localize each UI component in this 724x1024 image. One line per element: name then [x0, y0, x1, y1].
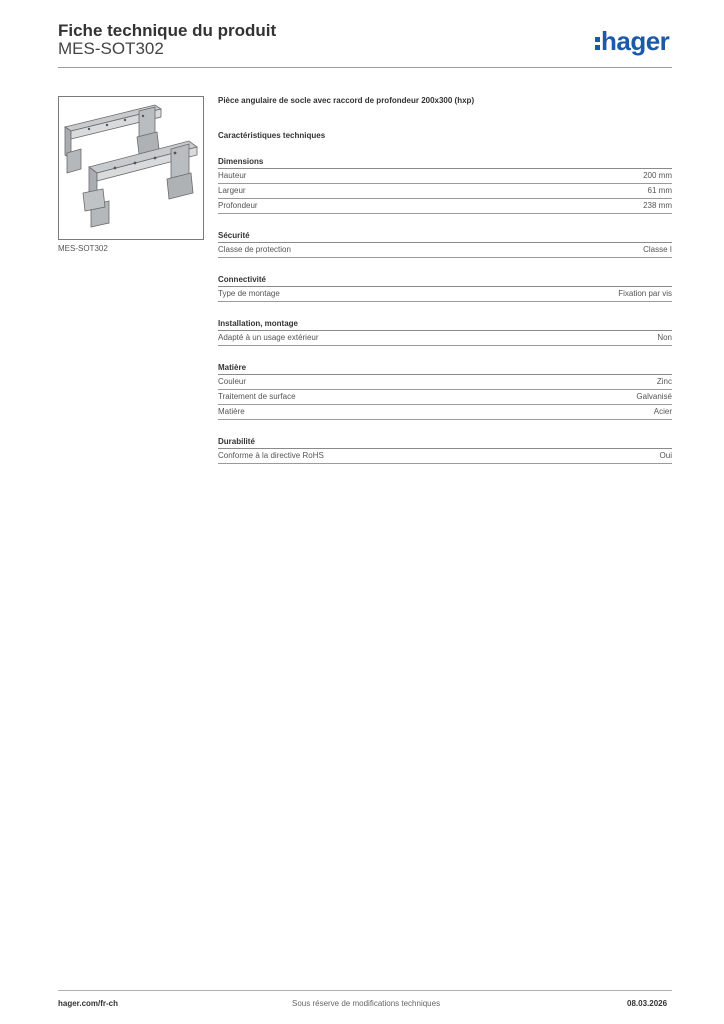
spec-label: Matière [218, 407, 245, 416]
spec-row [218, 390, 672, 405]
spec-label: Traitement de surface [218, 392, 296, 401]
header-divider [58, 67, 672, 68]
characteristics-title: Caractéristiques techniques [218, 131, 326, 140]
spec-value: 238 mm [643, 201, 672, 210]
section-title: Dimensions [218, 157, 672, 169]
spec-row [218, 184, 672, 199]
product-image [58, 96, 204, 240]
logo-colon-icon [595, 32, 600, 50]
spec-label: Largeur [218, 186, 246, 195]
spec-section-connectivite [218, 275, 672, 302]
page-title: Fiche technique du produit [58, 21, 277, 40]
section-title: Connectivité [218, 275, 672, 287]
spec-label: Adapté à un usage extérieur [218, 333, 319, 342]
spec-value: Acier [653, 407, 672, 416]
spec-section-matiere [218, 363, 672, 420]
spec-row [218, 331, 672, 346]
spec-row [218, 169, 672, 184]
logo-text: hager [601, 26, 670, 56]
spec-value: 200 mm [643, 171, 672, 180]
section-title: Installation, montage [218, 319, 672, 331]
section-title: Matière [218, 363, 672, 375]
image-caption: MES-SOT302 [58, 244, 108, 253]
spec-row [218, 405, 672, 420]
footer-date: 08.03.2026 [627, 999, 668, 1008]
specs-panel [218, 96, 672, 464]
spec-section-dimensions [218, 157, 672, 214]
spec-row [218, 449, 672, 464]
spec-value: Zinc [656, 377, 672, 386]
spec-row [218, 375, 672, 390]
spec-value: Classe I [643, 245, 672, 254]
spec-value: Non [657, 333, 672, 342]
product-description: Pièce angulaire de socle avec raccord de profondeur 200x300 (hxp) [218, 96, 475, 105]
spec-label: Couleur [218, 377, 247, 386]
footer-website-link[interactable]: hager.com/fr-ch [58, 999, 119, 1008]
spec-section-installation [218, 319, 672, 346]
spec-row [218, 243, 672, 258]
spec-label: Classe de protection [218, 245, 291, 254]
spec-row [218, 199, 672, 214]
hager-logo [595, 28, 669, 54]
spec-row [218, 287, 672, 302]
spec-label: Type de montage [218, 289, 280, 298]
product-code: MES-SOT302 [58, 39, 164, 58]
section-title: Sécurité [218, 231, 672, 243]
spec-label: Conforme à la directive RoHS [218, 451, 324, 460]
base-brackets-illustration [59, 97, 203, 239]
footer-disclaimer: Sous réserve de modifications techniques [292, 999, 441, 1008]
section-title: Durabilité [218, 437, 672, 449]
spec-section-durabilite [218, 437, 672, 464]
footer-divider [58, 990, 672, 991]
spec-label: Profondeur [218, 201, 258, 210]
spec-section-securite [218, 231, 672, 258]
spec-value: 61 mm [647, 186, 672, 195]
spec-value: Galvanisé [636, 392, 672, 401]
spec-value: Fixation par vis [618, 289, 672, 298]
spec-label: Hauteur [218, 171, 247, 180]
spec-value: Oui [659, 451, 672, 460]
